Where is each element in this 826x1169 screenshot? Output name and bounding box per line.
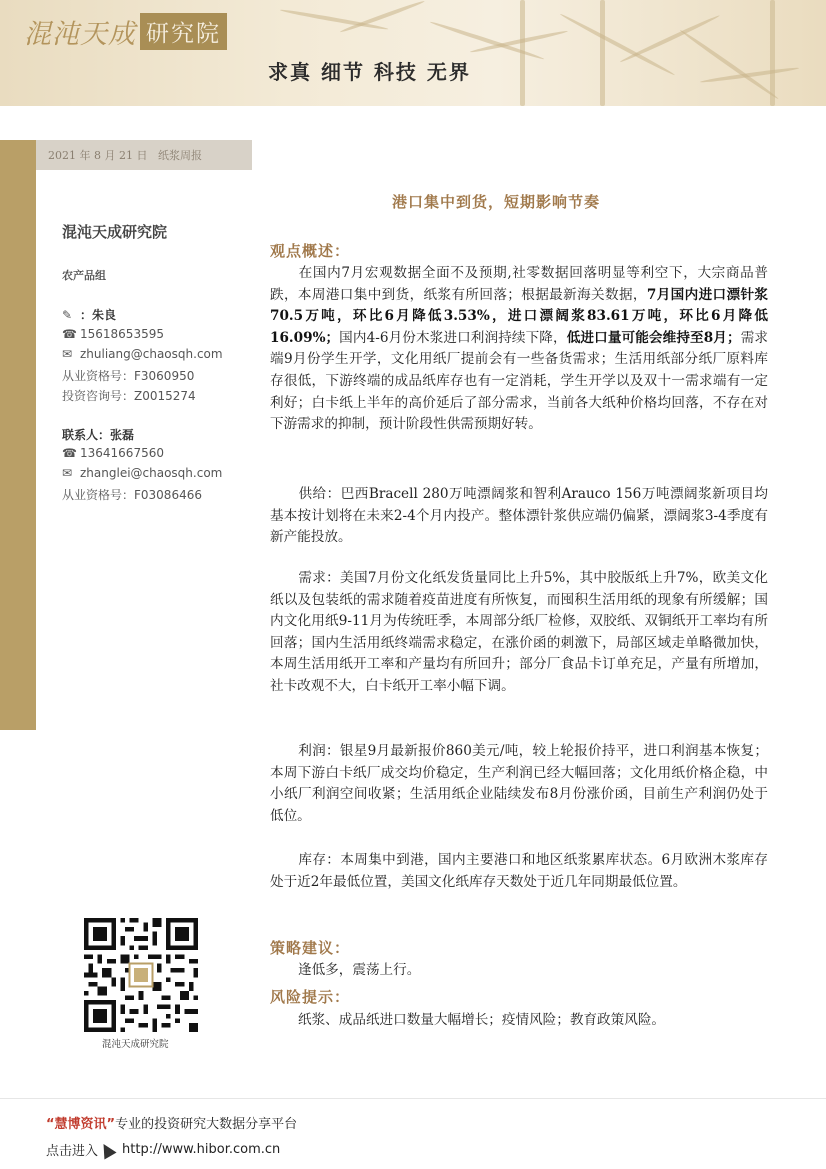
analyst-phone: ☎ 15618653595 <box>62 327 164 341</box>
group-name: 农产品组 <box>62 269 106 282</box>
bamboo-leaf <box>619 14 720 64</box>
logo-script: 混沌天成 <box>24 18 136 50</box>
risk-text: 纸浆、成品纸进口数量大幅增长；疫情风险；教育政策风险。 <box>298 1012 666 1028</box>
footer-link-row[interactable] <box>46 1140 280 1159</box>
bamboo-stalk <box>770 0 775 106</box>
supply-paragraph: 供给：巴西Bracell 280万吨漂阔浆和智利Arauco 156万吨漂阔浆新项目均基本按计划将在未来2-4个月内投产。整体漂针浆供应端仍偏紧，漂阔浆3-4季度有新产能投放。 <box>270 486 768 546</box>
report-title: 港口集中到货，短期影响节奏 <box>392 193 601 211</box>
profit-paragraph: 利润：银星9月最新报价860美元/吨，较上轮报价持平，进口利润基本恢复；本周下游白卡纸厂成交均价稳定，生产利润已经大幅回落；文化用纸价格企稳，中小纸厂利润空间收紧；生活用纸企业陆续发布8月份涨价函，目前生产利润仍处于低位。 <box>270 743 768 824</box>
demand-paragraph: 需求：美国7月份文化纸发货量同比上升5%，其中胶版纸上升7%，欧美文化纸以及包装纸的需求随着疫苗进度有所恢复，而囤积生活用纸的现象有所缓解；国内文化用纸9-11月为传统旺季，本周部分纸厂检修，双胶纸、双铜纸开工率均有所回落；国内生活用纸终端需求稳定，在涨价函的刺激下，局部区域走单略微加快，本周生活用纸开工率和产量均有所回升；部分厂食品卡订单充足，产量有所增加，社卡改观不大，白卡纸开工率小幅下调。 <box>270 570 768 694</box>
qr-label: 混沌天成研究院 <box>102 1039 169 1050</box>
analyst-consult: 投资咨询号：Z0015274 <box>62 389 196 403</box>
summary-paragraph: 在国内7月宏观数据全面不及预期,社零数据回落明显等利空下，大宗商品普跌，本周港口集中到货，纸浆有所回落；根据最新海关数据，7月国内进口漂针浆70.5万吨，环比6月降低3.53%，进口漂阔浆83.61万吨，环比6月降低16.09%；国内4-6月份木浆进口利润持续下降，低进口量可能会维持至8月；需求端9月份学生开学，文化用纸厂提前会有一些备货需求；生活用纸部分纸厂原料库存很低，下游终端的成品纸库存也有一定消耗，学生开学以及双十一需求端有一定利好；白卡纸上半年的高价延后了部分需求，当前各大纸种价格均回落，不存在对下游需求的抑制，预计阶段性供需预期好转。 <box>270 265 769 433</box>
date-text: 2021 年 8 月 21 日 <box>48 149 148 162</box>
strategy-text: 逢低多，震荡上行。 <box>298 962 421 978</box>
footer-url[interactable]: http://www.hibor.com.cn <box>122 1142 281 1157</box>
mail-icon: ✉ <box>62 466 73 480</box>
sidebar-band <box>0 140 36 730</box>
summary-heading: 观点概述： <box>270 242 351 260</box>
analyst-name: ✎ ：朱良 <box>62 308 117 322</box>
report-type: 纸浆周报 <box>157 149 202 162</box>
footer-enter: 点击进入 <box>46 1144 99 1159</box>
header-banner <box>0 0 826 106</box>
report-date <box>48 147 202 163</box>
analyst-email[interactable]: ✉ zhuliang@chaosqh.com <box>62 347 223 361</box>
bamboo-stalk <box>600 0 605 106</box>
strategy-heading: 策略建议： <box>270 939 351 957</box>
contact-email[interactable]: ✉ zhanglei@chaosqh.com <box>62 466 223 480</box>
logo-box: 研究院 <box>140 13 227 50</box>
contact-phone: ☎ 13641667560 <box>62 446 164 460</box>
risk-heading: 风险提示： <box>270 988 351 1006</box>
company-logo <box>24 14 227 48</box>
footer-brand: “慧博资讯” <box>46 1117 116 1132</box>
phone-icon: ☎ <box>62 446 77 460</box>
footer-divider <box>0 1098 826 1099</box>
analyst-license: 从业资格号：F3060950 <box>62 369 195 383</box>
pen-icon: ✎ <box>62 308 73 322</box>
cursor-icon <box>97 1140 116 1159</box>
mail-icon: ✉ <box>62 347 73 361</box>
qr-code[interactable] <box>84 918 198 1032</box>
contact-name: 联系人：张磊 <box>62 428 135 442</box>
org-name: 混沌天成研究院 <box>62 223 168 241</box>
contact-license: 从业资格号：F03086466 <box>62 488 202 502</box>
motto: 求真 细节 科技 无界 <box>268 60 471 84</box>
inventory-paragraph: 库存：本周集中到港，国内主要港口和地区纸浆累库状态。6月欧洲木浆库存处于近2年最低位置，美国文化纸库存天数处于近几年同期最低位置。 <box>270 852 768 890</box>
footer-tagline: “慧博资讯”专业的投资研究大数据分享平台 <box>46 1117 298 1132</box>
bamboo-leaf <box>679 28 780 100</box>
phone-icon: ☎ <box>62 327 77 341</box>
